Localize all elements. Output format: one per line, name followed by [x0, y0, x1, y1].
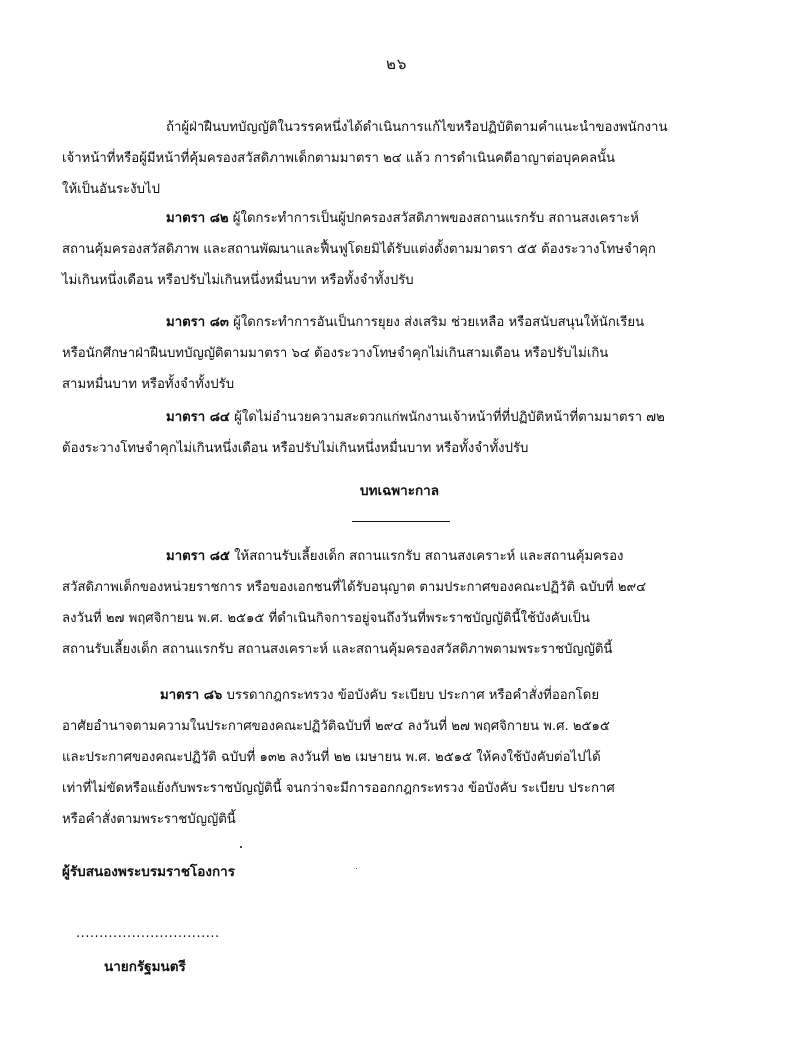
section-83-label: มาตรา ๘๓ — [166, 315, 229, 330]
signer-title: นายกรัฐมนตรี — [104, 959, 186, 975]
section-85-line-1: ให้สถานรับเลี้ยงเด็ก สถานแรกรับ สถานสงเคราะห์ และสถานคุ้มครอง — [229, 549, 624, 564]
heading-underline — [352, 521, 450, 522]
section-84-line-2: ต้องระวางโทษจำคุกไม่เกินหนึ่งเดือน หรือปรับไม่เกินหนึ่งหมื่นบาท หรือทั้งจำทั้งปรับ — [62, 441, 529, 456]
scan-speck — [356, 868, 357, 869]
section-84 — [62, 402, 722, 464]
section-85-line-4: สถานรับเลี้ยงเด็ก สถานแรกรับ สถานสงเคราะห์ และสถานคุ้มครองสวัสดิภาพตามพระราชบัญญัตินี้ — [62, 642, 613, 657]
section-82-line-1: ผู้ใดกระทำการเป็นผู้ปกครองสวัสดิภาพของสถานแรกรับ สถานสงเคราะห์ — [228, 211, 639, 226]
section-86-line-1: บรรดากฎกระทรวง ข้อบังคับ ระเบียบ ประกาศ หรือคำสั่งที่ออกโดย — [222, 688, 600, 703]
section-86-line-2: อาศัยอำนาจตามความในประกาศของคณะปฏิวัติฉบับที่ ๒๙๔ ลงวันที่ ๒๗ พฤศจิกายน พ.ศ. ๒๕๑๕ — [62, 719, 610, 734]
transitional-provisions-heading: บทเฉพาะกาล — [360, 483, 440, 499]
section-83 — [62, 307, 722, 400]
section-85-label: มาตรา ๘๕ — [166, 549, 230, 564]
section-83-line-3: สามหมื่นบาท หรือทั้งจำทั้งปรับ — [62, 377, 235, 392]
scan-speck — [240, 846, 242, 848]
section-84-label: มาตรา ๘๔ — [166, 410, 230, 425]
section-86-line-3: และประกาศของคณะปฏิวัติ ฉบับที่ ๑๓๒ ลงวันที่ ๒๒ เมษายน พ.ศ. ๒๕๑๕ ให้คงใช้บังคับต่อไปได้ — [62, 750, 601, 765]
section-82-line-3: ไม่เกินหนึ่งเดือน หรือปรับไม่เกินหนึ่งหมื่นบาท หรือทั้งจำทั้งปรับ — [62, 273, 414, 288]
section-82-line-2: สถานคุ้มครองสวัสดิภาพ และสถานพัฒนาและฟื้นฟูโดยมิได้รับแต่งตั้งตามมาตรา ๕๕ ต้องระวางโทษจำคุก — [62, 242, 656, 257]
page-number: ๒๖ — [386, 55, 408, 73]
section-82-label: มาตรา ๘๒ — [166, 211, 229, 226]
paragraph-1-line-1: ถ้าผู้ฝ่าฝืนบทบัญญัติในวรรคหนึ่งได้ดำเนินการแก้ไขหรือปฏิบัติตามคำแนะนำของพนักงาน — [166, 120, 668, 135]
section-84-line-1: ผู้ใดไม่อำนวยความสะดวกแก่พนักงานเจ้าหน้าที่ที่ปฏิบัติหน้าที่ตามมาตรา ๗๒ — [229, 410, 665, 425]
section-86 — [62, 680, 722, 835]
section-82 — [62, 203, 722, 296]
section-83-line-1: ผู้ใดกระทำการอันเป็นการยุยง ส่งเสริม ช่วยเหลือ หรือสนับสนุนให้นักเรียน — [228, 315, 645, 330]
section-86-line-4: เท่าที่ไม่ขัดหรือแย้งกับพระราชบัญญัตินี้ จนกว่าจะมีการออกกฎกระทรวง ข้อบังคับ ระเบียบ ประกาศ — [62, 781, 615, 796]
section-86-label: มาตรา ๘๖ — [160, 688, 223, 703]
signature-line: ............................... — [76, 926, 220, 941]
paragraph-1-line-3: ให้เป็นอันระงับไป — [62, 182, 160, 197]
section-83-line-2: หรือนักศึกษาฝ่าฝืนบทบัญญัติตามมาตรา ๖๔ ต้องระวางโทษจำคุกไม่เกินสามเดือน หรือปรับไม่เกิน — [62, 346, 609, 361]
section-86-line-5: หรือคำสั่งตามพระราชบัญญัตินี้ — [62, 812, 236, 827]
section-85-line-2: สวัสดิภาพเด็กของหน่วยราชการ หรือของเอกชนที่ได้รับอนุญาต ตามประกาศของคณะปฏิวัติ ฉบับที่ ๒๙๔ — [62, 580, 647, 595]
paragraph-1 — [62, 112, 722, 205]
section-85 — [62, 541, 722, 665]
countersignature-label: ผู้รับสนองพระบรมราชโองการ — [62, 864, 235, 880]
paragraph-1-line-2: เจ้าหน้าที่หรือผู้มีหน้าที่คุ้มครองสวัสดิภาพเด็กตามมาตรา ๒๔ แล้ว การดำเนินคดีอาญาต่อบุคคลนั้น — [62, 151, 616, 166]
section-85-line-3: ลงวันที่ ๒๗ พฤศจิกายน พ.ศ. ๒๕๑๕ ที่ดำเนินกิจการอยู่จนถึงวันที่พระราชบัญญัตินี้ใช้บังคับเป็น — [62, 611, 590, 626]
